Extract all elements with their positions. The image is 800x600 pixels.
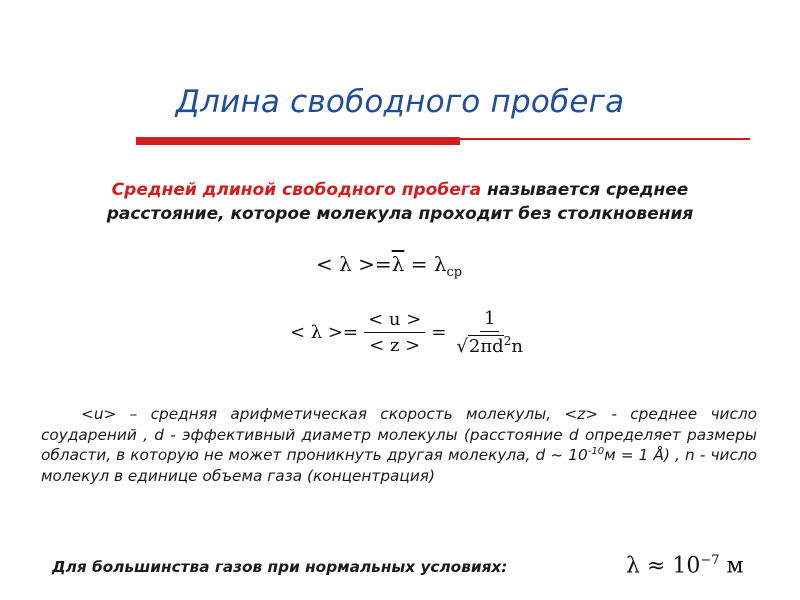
formula3-exponent: −7	[700, 553, 720, 568]
velocity-collision-fraction	[364, 309, 425, 356]
formula1-lhs: < λ >=	[316, 252, 392, 276]
explanation-exponent: -10	[587, 445, 605, 457]
formula1-equals: =	[410, 252, 428, 276]
formula3-unit: м	[719, 553, 744, 579]
fraction-denominator: < z >	[369, 335, 421, 356]
title-underline-thin	[460, 138, 750, 140]
formula3-base: λ ≈ 10	[626, 553, 701, 579]
definition-rest-line1: называется среднее	[481, 180, 689, 200]
fraction2-denominator	[452, 332, 527, 357]
definition-term: Средней длиной свободного пробега	[111, 180, 482, 200]
slide-title: Длина свободного пробега	[175, 84, 625, 120]
fraction-numerator: < u >	[364, 309, 425, 333]
fraction2-numerator: 1	[480, 308, 499, 332]
formula2-lhs: < λ >=	[290, 322, 359, 343]
title-underline-thick	[136, 137, 460, 145]
diameter-exponent: 2	[503, 334, 512, 348]
formula1-subscript: ср	[446, 265, 463, 280]
normal-conditions-formula	[626, 553, 744, 578]
formula2-equals: =	[431, 322, 447, 343]
explanation-part2: м = 1 Å) , n - число молекул в единице объема газа (концентрация)	[41, 446, 757, 485]
formula1-lambda: λ	[433, 252, 447, 276]
diameter-fraction	[452, 308, 527, 357]
mean-free-path-definition-formula	[316, 252, 462, 280]
mean-free-path-formula	[290, 308, 527, 357]
definition-text	[40, 178, 760, 226]
sqrt-radicand: 2πd	[468, 336, 504, 357]
normal-conditions-label: Для большинства газов при нормальных условиях:	[52, 558, 508, 576]
explanation-part1: <u> – средняя арифметическая скорость молекулы, <z> - среднее число соударений , d - эффективный диаметр молекулы (расстояние d определяет размеры области, в которую не может проникнуть другая молекула, d ~ 10	[41, 405, 757, 464]
sqrt-sign: √	[456, 336, 468, 357]
formula1-lambda-bar: $\overline{\lambda}$	[391, 252, 405, 276]
concentration-symbol: n	[511, 336, 523, 357]
explanation-paragraph	[41, 404, 757, 486]
definition-line2: расстояние, которое молекула проходит без столкновения	[106, 204, 694, 224]
